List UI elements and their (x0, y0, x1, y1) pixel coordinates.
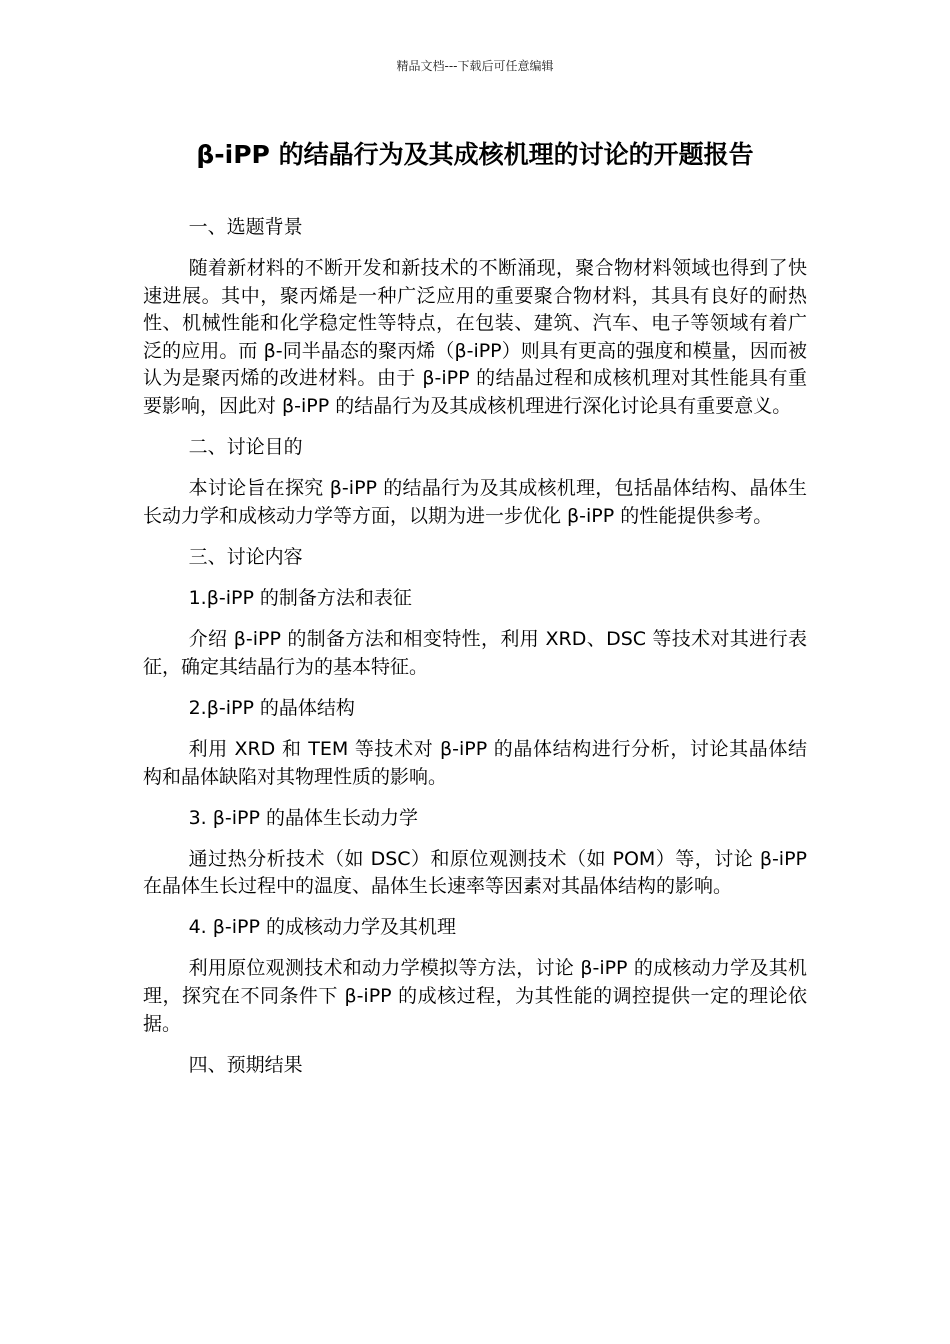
subheading-growth-kinetics: 3. β-iPP 的晶体生长动力学 (188, 806, 418, 829)
paragraph-crystal-structure: 利用 XRD 和 TEM 等技术对 β-iPP 的晶体结构进行分析，讨论其晶体结构和晶体缺陷对其物理性质的影响。 (143, 737, 807, 788)
subheading-preparation: 1.β-iPP 的制备方法和表征 (188, 587, 412, 610)
document-title: β-iPP 的结晶行为及其成核机理的讨论的开题报告 (196, 140, 754, 169)
section-heading-purpose: 二、讨论目的 (188, 436, 303, 459)
document-body (143, 214, 807, 1093)
section-heading-background: 一、选题背景 (188, 216, 303, 238)
paragraph-preparation: 介绍 β-iPP 的制备方法和相变特性，利用 XRD、DSC 等技术对其进行表征，确定其结晶行为的基本特征。 (143, 628, 807, 678)
subheading-crystal-structure: 2.β-iPP 的晶体结构 (188, 696, 355, 719)
page-header: 精品文档---下载后可任意编辑 (396, 59, 554, 73)
paragraph-growth-kinetics: 通过热分析技术（如 DSC）和原位观测技术（如 POM）等，讨论 β-iPP 在晶体生长过程中的温度、晶体生长速率等因素对其晶体结构的影响。 (143, 847, 807, 898)
paragraph-background: 随着新材料的不断开发和新技术的不断涌现，聚合物材料领域也得到了快速进展。其中，聚丙烯是一种广泛应用的重要聚合物材料，其具有良好的耐热性、机械性能和化学稳定性等特点，在包装、建筑、汽车、电子等领域有着广泛的应用。而 β-同半晶态的聚丙烯（β-iPP）则具有更高的强度和模量，因而被认为是聚丙烯的改进材料。由于 β-iPP 的结晶过程和成核机理对其性能具有重要影响，因此对 β-iPP 的结晶行为及其成核机理进行深化讨论具有重要意义。 (143, 257, 807, 418)
section-heading-expected-results: 四、预期结果 (188, 1053, 303, 1076)
paragraph-nucleation-kinetics: 利用原位观测技术和动力学模拟等方法，讨论 β-iPP 的成核动力学及其机理，探究在不同条件下 β-iPP 的成核过程，为其性能的调控提供一定的理论依据。 (143, 957, 807, 1035)
section-heading-content: 三、讨论内容 (188, 545, 303, 568)
paragraph-purpose: 本讨论旨在探究 β-iPP 的结晶行为及其成核机理，包括晶体结构、晶体生长动力学和成核动力学等方面，以期为进一步优化 β-iPP 的性能提供参考。 (143, 477, 807, 527)
subheading-nucleation-kinetics: 4. β-iPP 的成核动力学及其机理 (188, 916, 456, 939)
